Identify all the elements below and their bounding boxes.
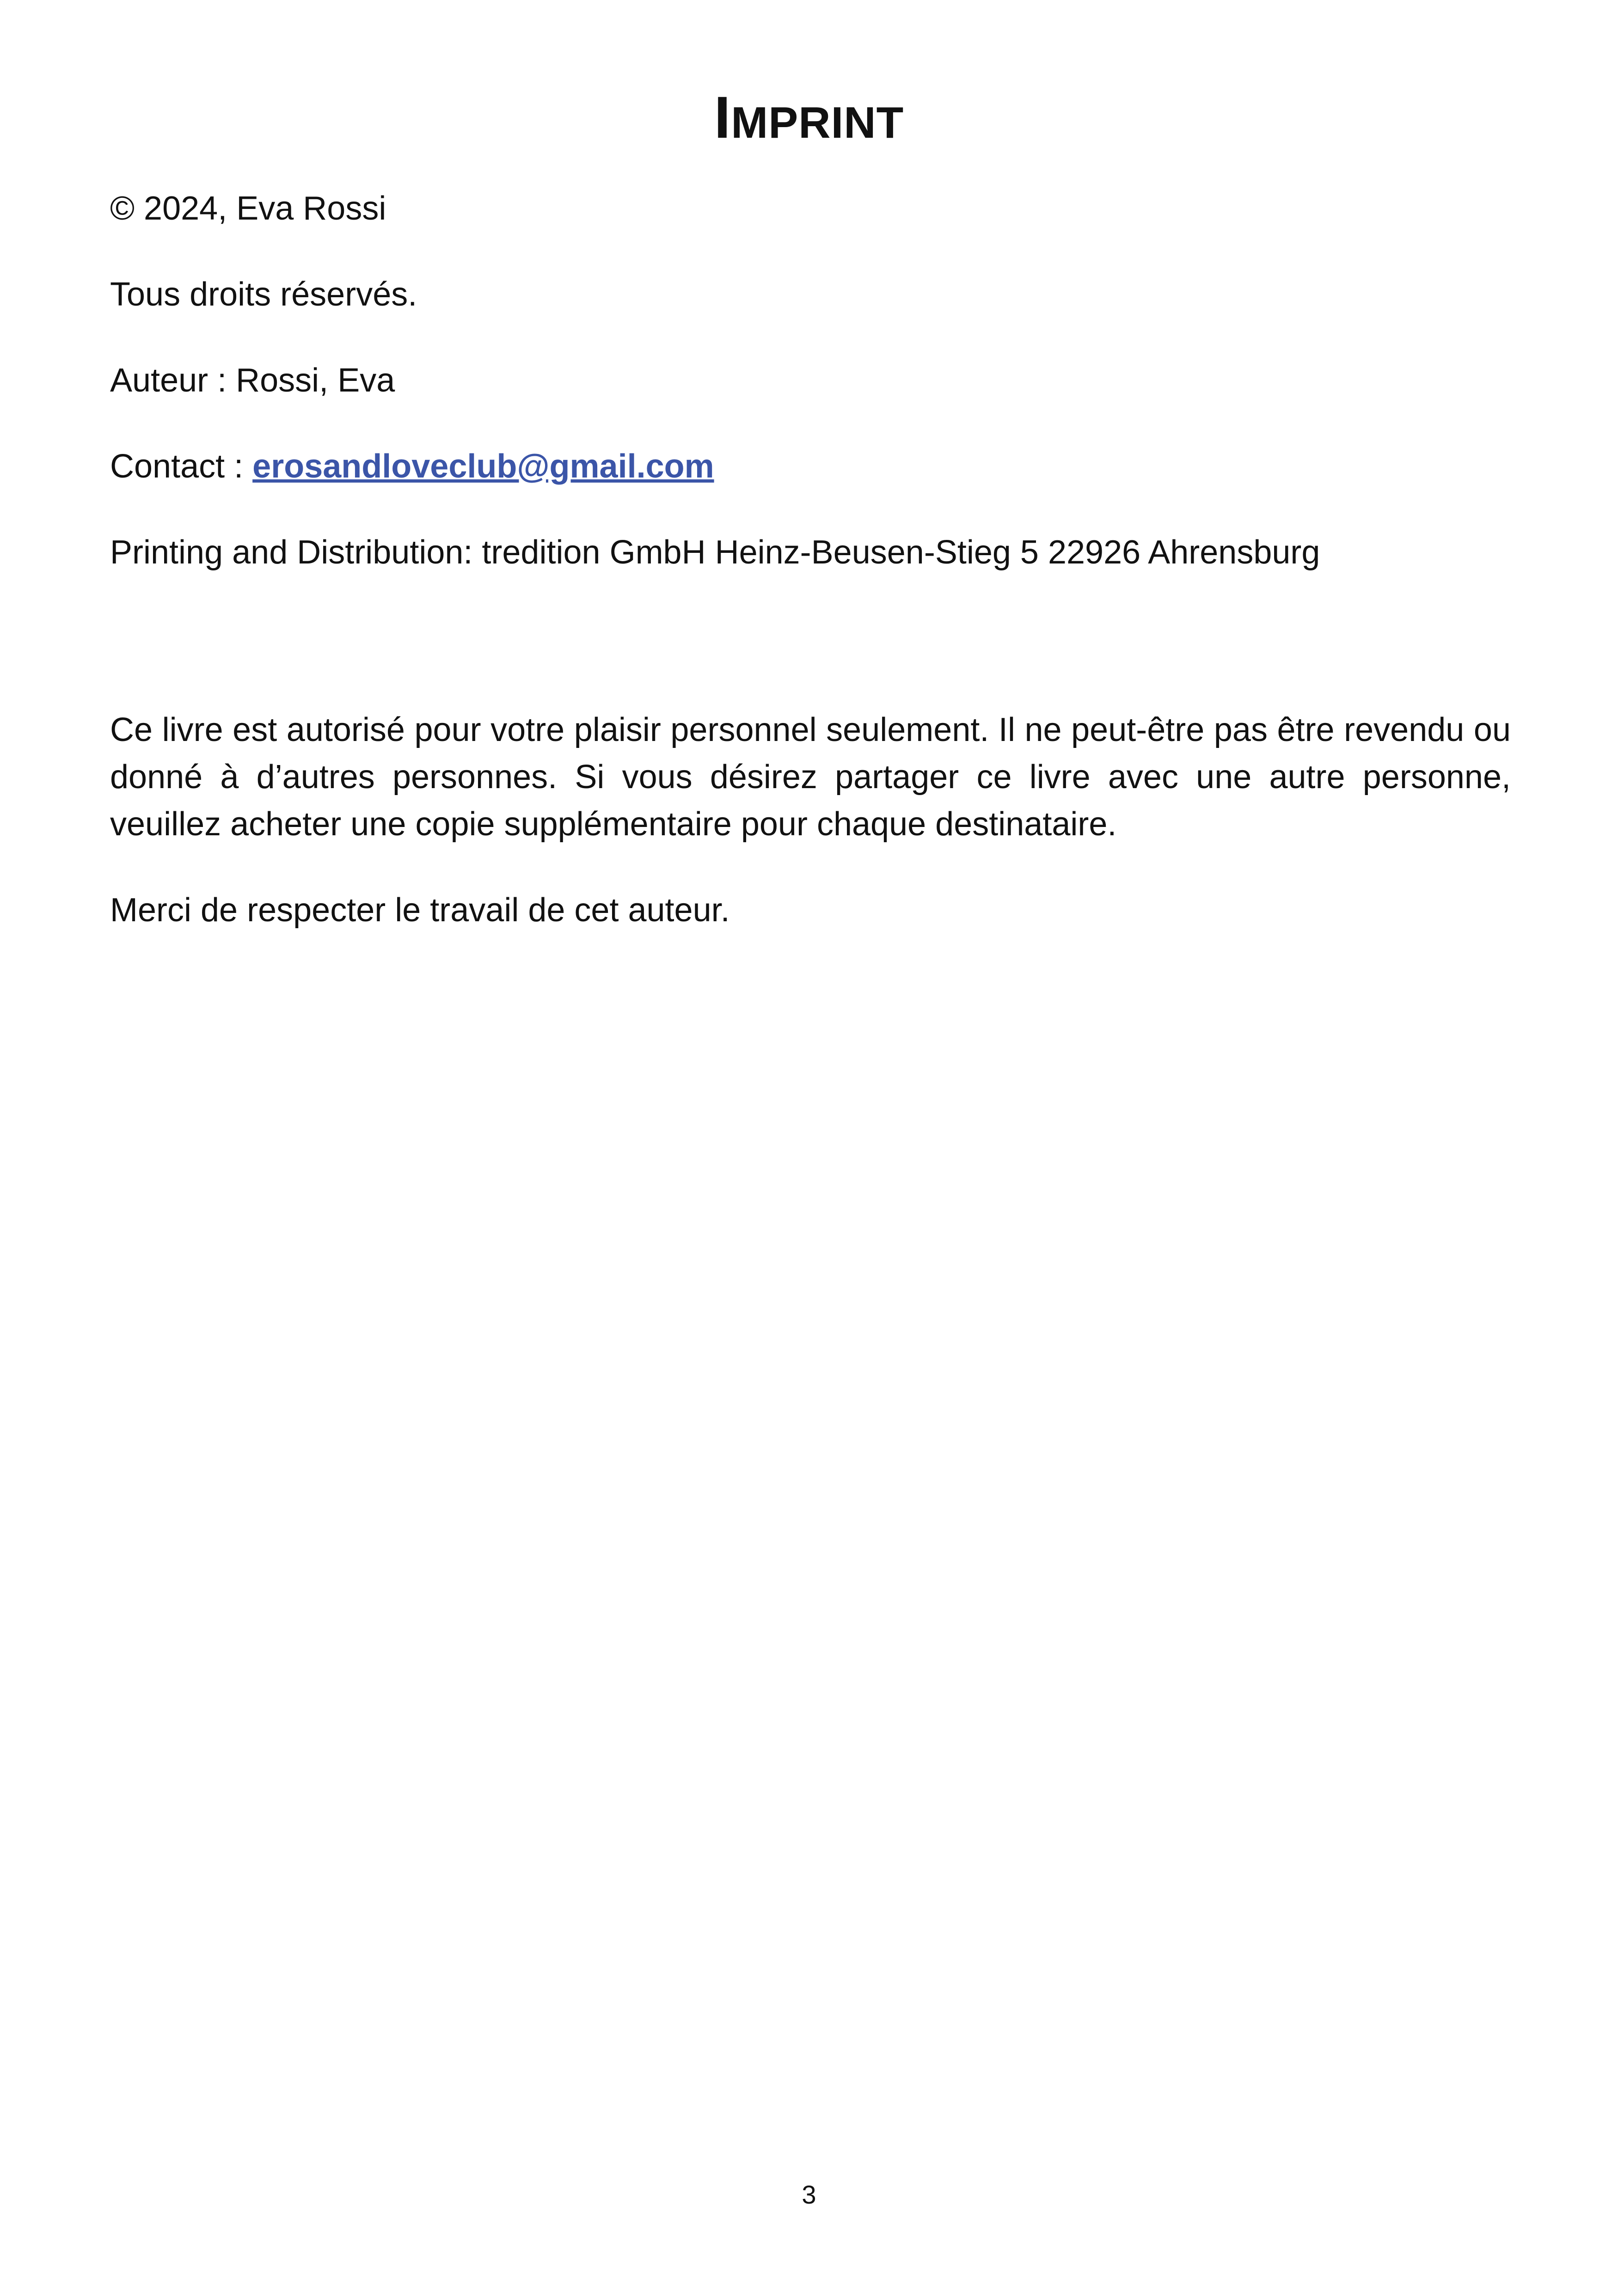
page-title-initial: I xyxy=(714,85,731,151)
contact-email-link[interactable]: erosandloveclub@gmail.com xyxy=(252,448,714,485)
rights-line: Tous droits réservés. xyxy=(110,276,417,313)
author-line: Auteur : Rossi, Eva xyxy=(110,362,395,399)
copyright-line: © 2024, Eva Rossi xyxy=(110,190,386,227)
license-paragraph: Ce livre est autorisé pour votre plaisir personnel seulement. Il ne peut-être pas être revendu ou donné à d’autres personnes. Si vous désirez partager ce livre avec une autre personne, veuillez acheter une copie supplémentaire pour chaque destinataire. xyxy=(110,711,1511,843)
page-number: 3 xyxy=(802,2180,816,2209)
thanks-line: Merci de respecter le travail de cet auteur. xyxy=(110,892,730,929)
page-title xyxy=(0,85,1618,153)
page-title-rest: MPRINT xyxy=(731,98,904,147)
contact-label: Contact : xyxy=(110,448,253,485)
imprint-content xyxy=(110,185,1511,973)
printing-line: Printing and Distribution: tredition GmbH Heinz-Beusen-Stieg 5 22926 Ahrensburg xyxy=(110,534,1320,571)
contact-line xyxy=(110,443,1511,490)
